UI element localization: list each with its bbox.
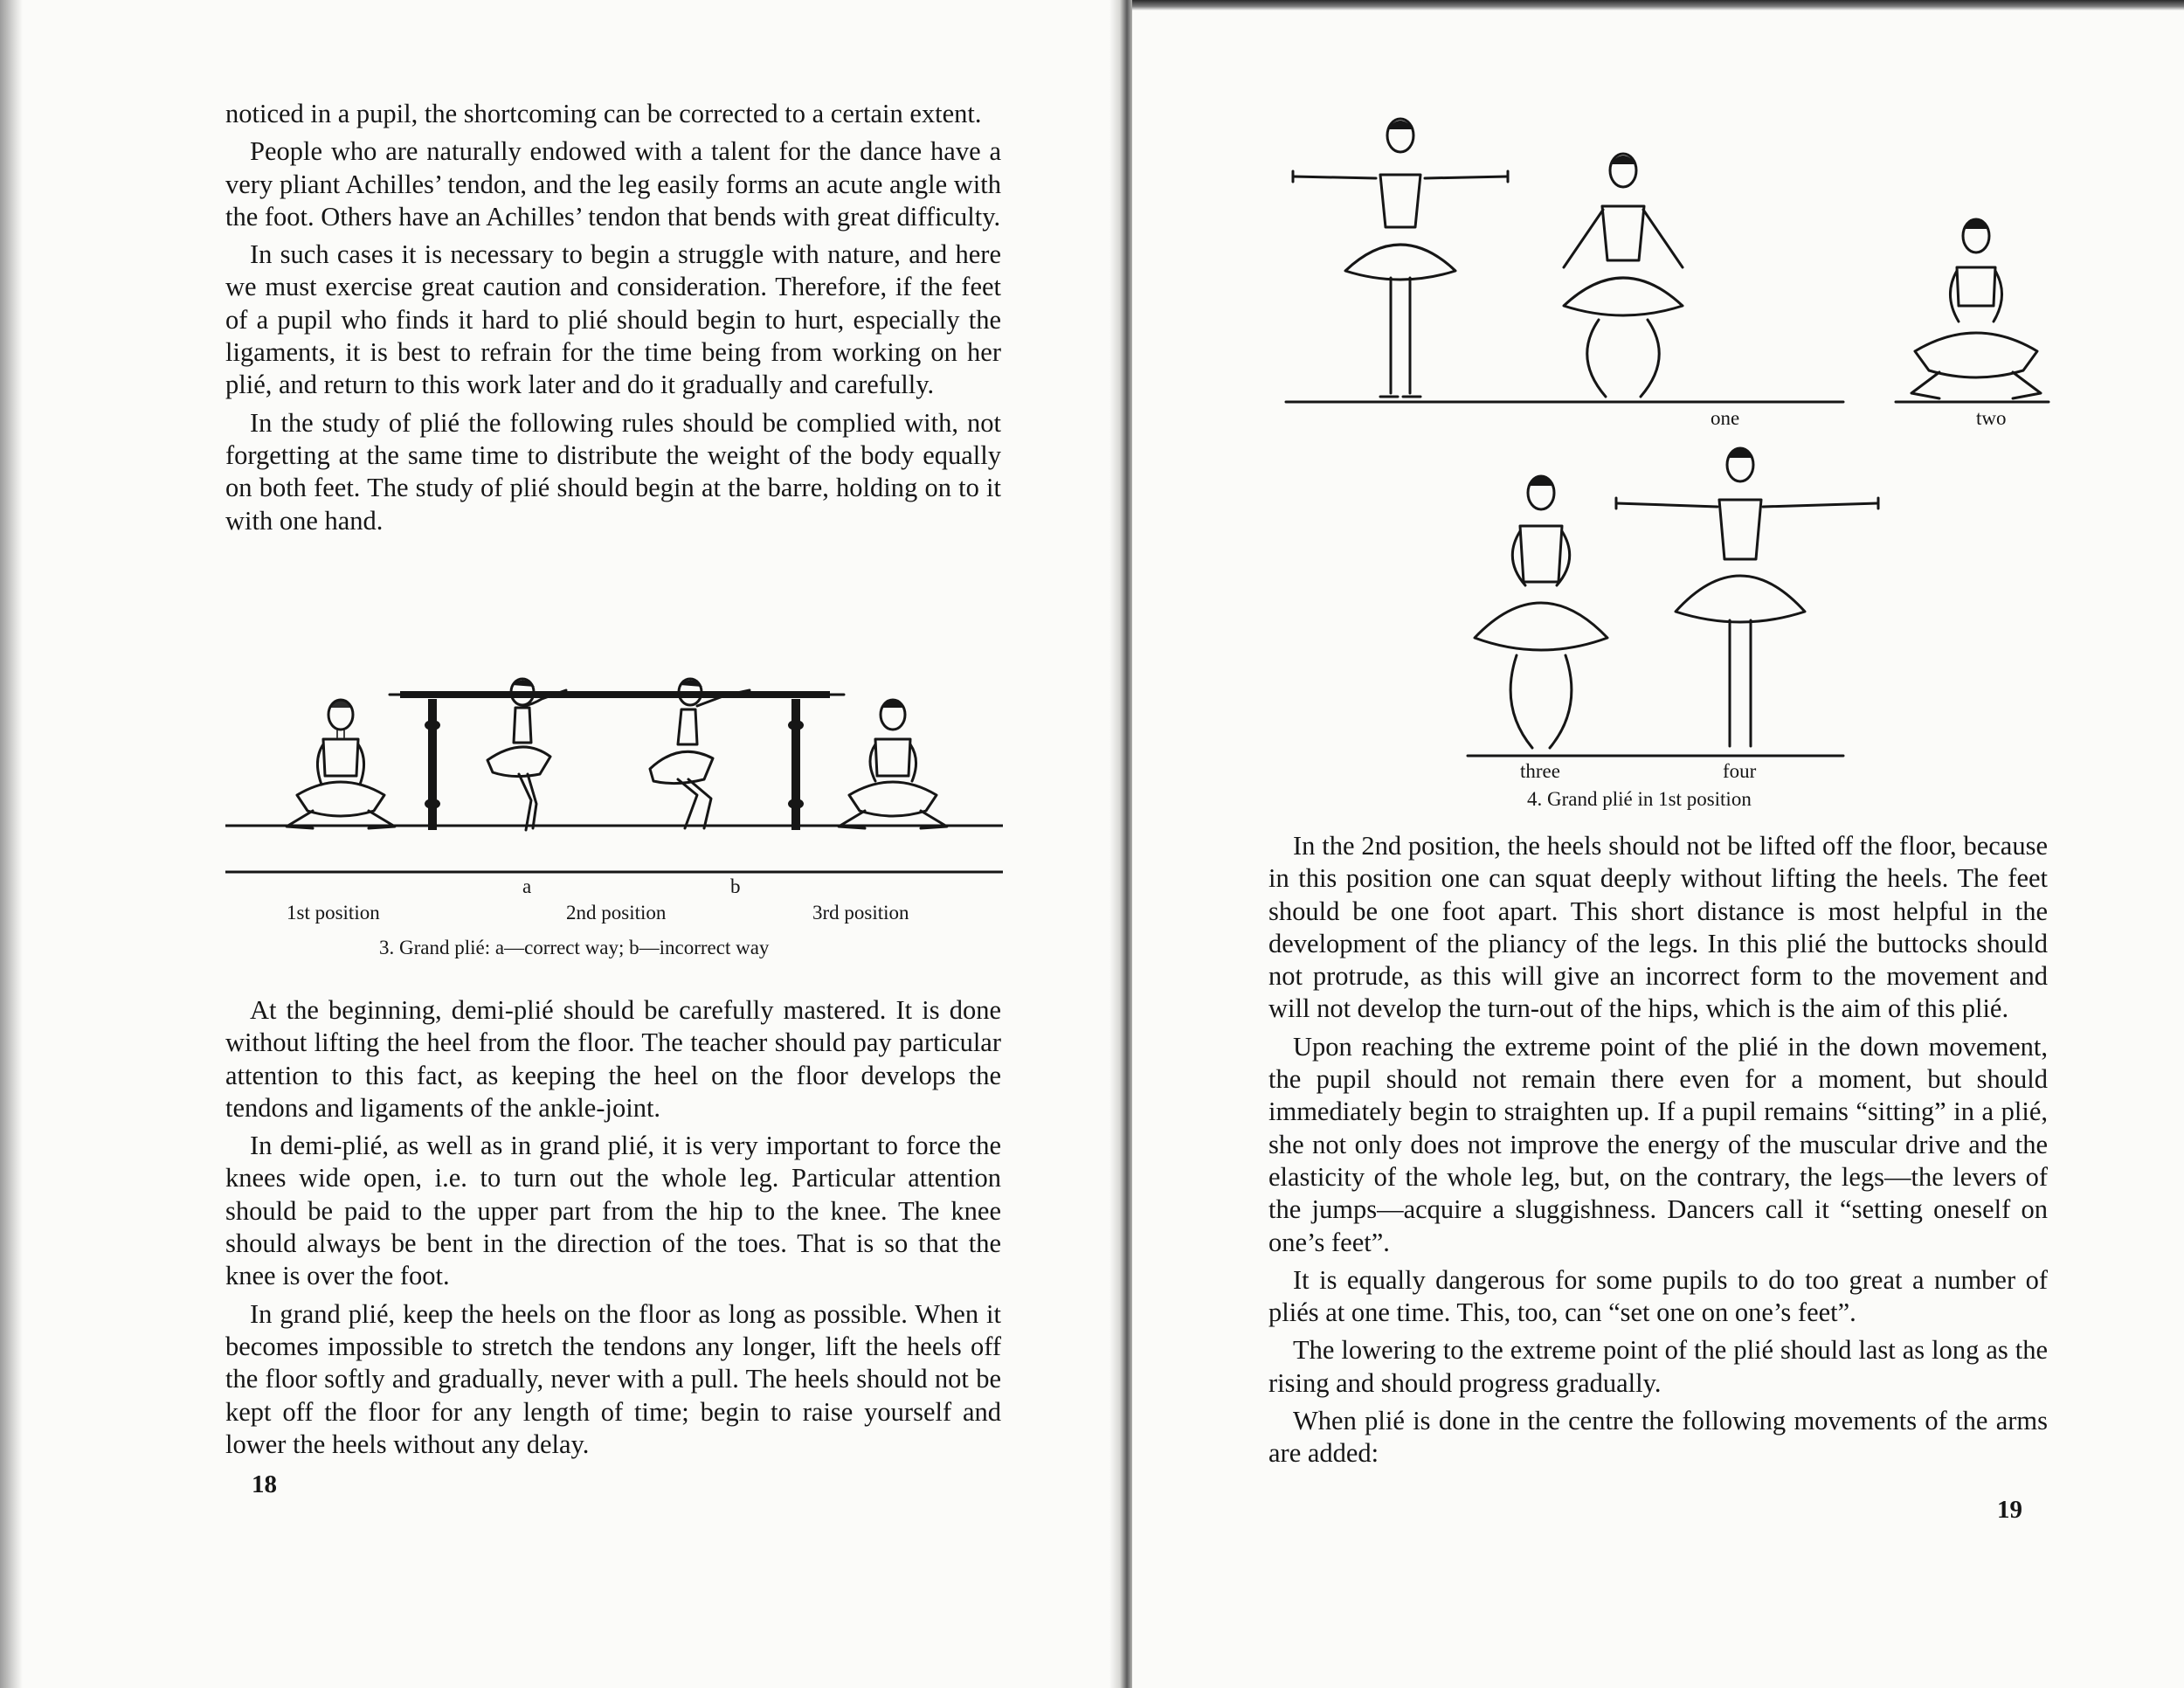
dancer-four (1616, 448, 1878, 746)
dancer-a-correct (487, 679, 566, 830)
dancer-first-position (287, 700, 395, 828)
dancer-three (1475, 476, 1607, 748)
left-text-top (225, 98, 1001, 543)
paragraph: Upon reaching the extreme point of the plié in the down movement, the pupil should not remain there even for a moment, but should immediately begin to straighten up. If a pupil remains “sitting” in a plié, she not only does not improve the energy of the muscular drive and the elasticity of the whole leg, but, on the contrary, the legs—the levers of the jumps—acquire a sluggishness. Dancers call it “setting oneself on one’s feet”. (1268, 1031, 2048, 1257)
barre-post-left (425, 699, 440, 830)
dancer-two (1911, 219, 2041, 398)
label-b: b (730, 875, 741, 897)
label-two: two (1976, 407, 2007, 429)
paragraph: The lowering to the extreme point of the plié should last as long as the rising and should progress gradually. (1268, 1335, 2048, 1398)
page-number: 18 (252, 1470, 277, 1498)
paragraph: At the beginning, demi-plié should be carefully mastered. It is done without lifting the heel from the floor. The teacher should pay particular attention to this fact, as keeping the heel on the floor develops the tendons and ligaments of the ankle-joint. (225, 995, 1001, 1123)
figure-grand-plie-barre (225, 673, 1003, 961)
paragraph: noticed in a pupil, the shortcoming can be corrected to a certain extent. (225, 99, 982, 128)
plie-sequence-illustration (1267, 96, 2053, 821)
label-four: four (1723, 760, 1757, 782)
barre-post-right (788, 699, 804, 830)
label-first-position: 1st position (287, 902, 380, 924)
paragraph: When plié is done in the centre the following movements of the arms are added: (1268, 1406, 2048, 1469)
dancer-b-incorrect (650, 679, 750, 828)
dancer-preparation (1293, 119, 1508, 397)
label-three: three (1520, 760, 1560, 782)
page-top-shadow (1132, 0, 2184, 10)
paragraph: It is equally dangerous for some pupils to do too great a number of pliés at one time. This, too, can “set one on one’s feet”. (1268, 1264, 2048, 1328)
right-text (1268, 830, 2048, 1476)
label-second-position: 2nd position (566, 902, 667, 924)
figure-caption: 3. Grand plié: a—correct way; b—incorrect way (379, 937, 770, 958)
paragraph: In the study of plié the following rules should be complied with, not forgetting at the same time to distribute the weight of the body equally on both feet. The study of plié should begin at the barre, holding on to it with one hand. (225, 407, 1001, 536)
page-edge-shadow (0, 0, 23, 1688)
figure-grand-plie-first-position (1267, 96, 2053, 821)
paragraph: In the 2nd position, the heels should not be lifted off the floor, because in this position one can squat deeply without lifting the heels. The feet should be one foot apart. This short distance is most helpful in the development of the pliancy of the legs. In this plié the buttocks should not protrude, as this will give an incorrect form to the movement and will not develop the turn-out of the hips, which is the aim of this plié. (1268, 831, 2048, 1024)
page-number: 19 (1997, 1496, 2022, 1524)
dancer-one (1564, 154, 1683, 397)
label-third-position: 3rd position (812, 902, 909, 924)
label-one: one (1711, 407, 1740, 429)
dancer-third-position (839, 700, 947, 828)
left-text-bottom (225, 994, 1001, 1466)
paragraph: People who are naturally endowed with a talent for the dance have a very pliant Achilles’ tendon, and the leg easily forms an acute angle with the foot. Others have an Achilles’ tendon that bends with great difficulty. (225, 136, 1001, 232)
paragraph: In demi-plié, as well as in grand plié, it is very important to force the knees wide open, i.e. to turn out the whole leg. Particular attention should be paid to the upper part from the hip to the knee. The knee should always be bent in the direction of the toes. That is so that the knee is over the foot. (225, 1131, 1001, 1291)
paragraph: In such cases it is necessary to begin a struggle with nature, and here we must exercise great caution and consideration. Therefore, if the feet of a pupil who finds it hard to plié should begin to hurt, especially the ligaments, it is best to refrain for the time being from working on her plié, and return to this work later and do it gradually and carefully. (225, 239, 1001, 400)
label-a: a (522, 875, 532, 897)
paragraph: In grand plié, keep the heels on the floor as long as possible. When it becomes impossible to stretch the tendons any longer, lift the heels off the floor softly and gradually, never with a pull. The heels should not be kept off the floor for any length of time; begin to raise yourself and lower the heels without any delay. (225, 1298, 1001, 1459)
figure-caption: 4. Grand plié in 1st position (1527, 788, 1752, 810)
